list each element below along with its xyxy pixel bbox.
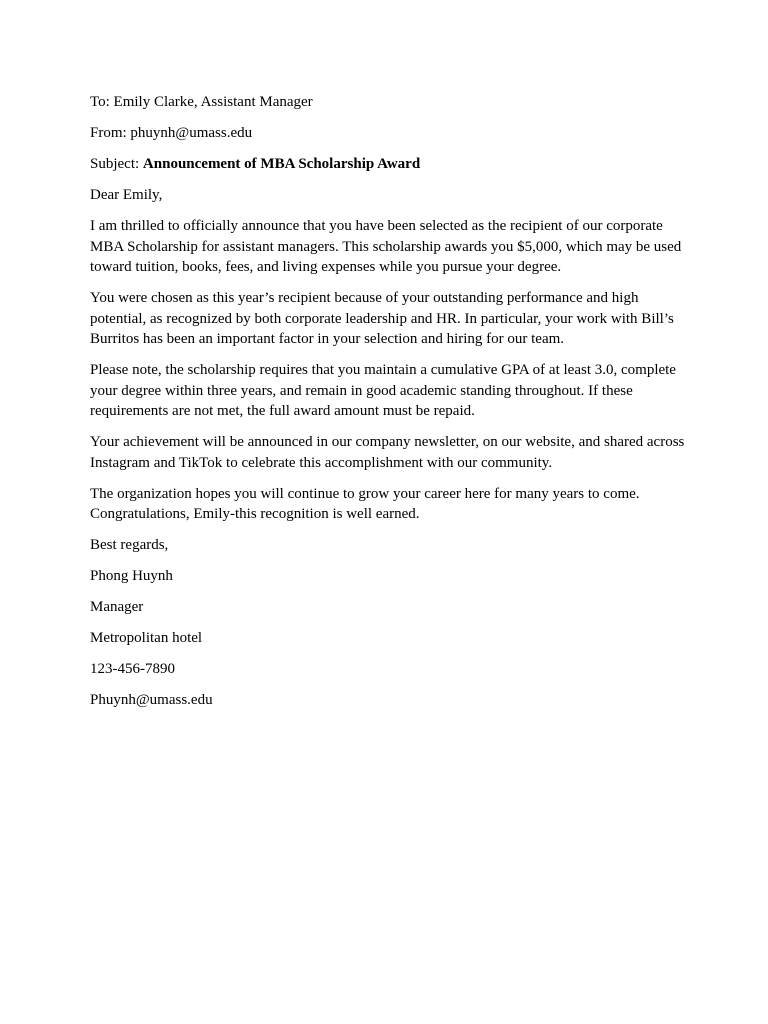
subject-text: Announcement of MBA Scholarship Award: [142, 156, 421, 172]
letter-document: [90, 92, 690, 721]
signature-name: Phong Huynh: [90, 568, 173, 584]
subject-label: Subject:: [90, 156, 143, 172]
body-paragraph-3: Please note, the scholarship requires that you maintain a cumulative GPA of at least 3.0, complete your degree within three years, and remain in good academic standing throughout. If these requirements are not met, the full award amount must be repaid.: [90, 362, 676, 419]
body-paragraph-2: You were chosen as this year’s recipient because of your outstanding performance and high potential, as recognized by both corporate leadership and HR. In particular, your work with Bill’s Burritos has been an important factor in your selection and hiring for our team.: [90, 290, 674, 347]
body-paragraph-4: Your achievement will be announced in our company newsletter, on our website, and shared across Instagram and TikTok to celebrate this accomplishment with our community.: [90, 434, 685, 471]
signature-email: Phuynh@umass.edu: [90, 692, 213, 708]
salutation: Dear Emily,: [90, 187, 163, 203]
signature-phone: 123-456-7890: [90, 661, 175, 677]
body-paragraph-5: The organization hopes you will continue to grow your career here for many years to come. Congratulations, Emily-this recognition is well earned.: [90, 485, 640, 522]
signature-organization: Metropolitan hotel: [90, 630, 203, 646]
signature-title: Manager: [90, 599, 144, 615]
body-paragraph-1: I am thrilled to officially announce that you have been selected as the recipient of our corporate MBA Scholarship for assistant managers. This scholarship awards you $5,000, which may be used toward tuition, books, fees, and living expenses while you pursue your degree.: [90, 218, 682, 275]
memo-subject-line: [90, 154, 690, 175]
memo-from-line: From: phuynh@umass.edu: [90, 125, 253, 141]
memo-to-line: To: Emily Clarke, Assistant Manager: [90, 94, 313, 110]
closing: Best regards,: [90, 537, 169, 553]
